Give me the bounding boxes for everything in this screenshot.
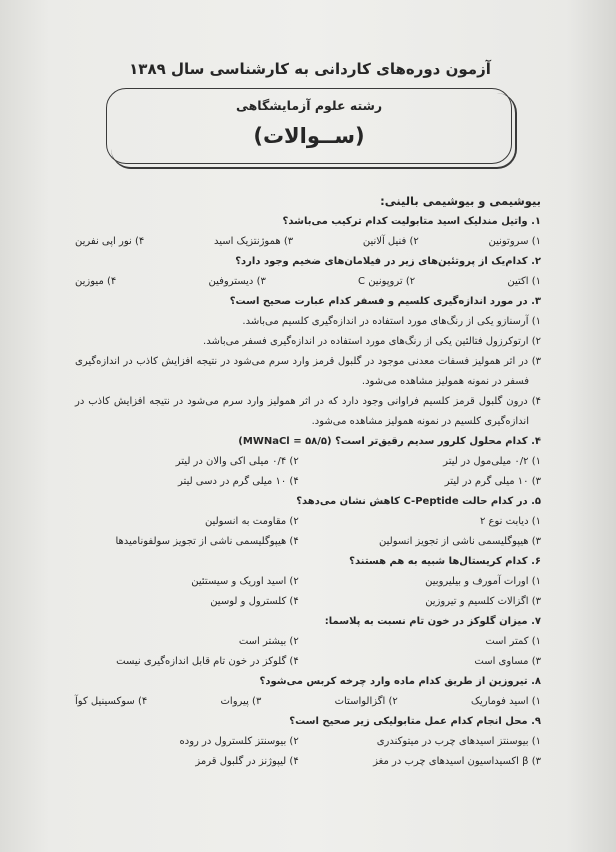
section-title: بیوشیمی و بیوشیمی بالینی: <box>380 194 541 208</box>
option: ۳) دیستروفین <box>208 276 266 287</box>
option: ۲) مقاومت به انسولین <box>204 516 299 527</box>
question-stem: ۳. در مورد اندازه‌گیری کلسیم و فسفر کدام عبارت صحیح است؟ <box>229 296 541 307</box>
question-2 <box>75 252 541 292</box>
options-row <box>75 272 541 292</box>
question-stem-text: ۴. کدام محلول کلرور سدیم رقیق‌تر است؟ <box>335 436 541 447</box>
option: ۳) هموژنتزیک اسید <box>213 236 294 247</box>
question-stem: ۹. محل انجام کدام عمل متابولیکی زیر صحیح است؟ <box>289 716 541 727</box>
options-grid <box>75 632 541 672</box>
option: ۳) β اکسیداسیون اسیدهای چرب در مغز <box>373 756 541 767</box>
option: ۱) بیوسنتز اسیدهای چرب در میتوکندری <box>376 736 541 747</box>
option: ۲) بیوسنتز کلسترول در روده <box>179 736 299 747</box>
header-frame <box>106 88 512 164</box>
options-grid <box>75 512 541 552</box>
options-list <box>75 312 541 432</box>
option: ۳) در اثر همولیز فسفات معدنی موجود در گلبول قرمز وارد سرم می‌شود در نتیجه افزایش کاذب در اندازه‌گیری فسفر در نمونه همولیز مشاهده می‌شود. <box>75 356 541 387</box>
question-3 <box>75 292 541 432</box>
exam-title: آزمون دوره‌های کاردانی به کارشناسی سال ۱۳۸۹ <box>129 60 491 78</box>
option: ۴) سوکسینیل کوآ <box>75 696 148 707</box>
exam-header <box>100 58 520 166</box>
option: ۱) ۰/۲ میلی‌مول در لیتر <box>443 456 541 467</box>
options-grid <box>75 572 541 612</box>
option: ۱) اورات آمورف و بیلیروبین <box>425 576 541 587</box>
option: ۳) پیروات <box>220 696 262 707</box>
options-row <box>75 692 541 712</box>
question-4 <box>75 432 541 492</box>
options-row <box>75 232 541 252</box>
option: ۱) سروتونین <box>488 236 541 247</box>
option: ۱) دیابت نوع ۲ <box>480 516 541 527</box>
question-stem: ۸. تیروزین از طریق کدام ماده وارد چرخه کربس می‌شود؟ <box>259 676 541 687</box>
exam-field: رشته علوم آزمایشگاهی <box>235 98 383 113</box>
option: ۳) مساوی است <box>474 656 541 667</box>
option: ۲) اسید اوریک و سیستئین <box>191 576 299 587</box>
option: ۲) ارتوکرزول فتالئین یکی از رنگ‌های مورد استفاده در اندازه‌گیری فسفر می‌باشد. <box>203 336 541 347</box>
question-stem: ۶. کدام کریستال‌ها شبیه به هم هستند؟ <box>349 556 541 567</box>
option: ۴) ۱۰ میلی گرم در دسی لیتر <box>178 476 299 487</box>
option: ۲) بیشتر است <box>238 636 299 647</box>
question-5 <box>75 492 541 552</box>
option: ۱) اکتین <box>507 276 541 287</box>
option: ۳) هیپوگلیسمی ناشی از تجویز انسولین <box>379 536 541 547</box>
question-stem: ۵. در کدام حالت C-Peptide کاهش نشان می‌دهد؟ <box>296 496 541 507</box>
option: ۴) نور اپی نفرین <box>75 236 145 247</box>
option: ۳) ۱۰ میلی گرم در لیتر <box>444 476 541 487</box>
option: ۲) تروپونین C <box>358 276 416 287</box>
option: ۴) گلوکز در خون تام قابل اندازه‌گیری نیست <box>116 656 299 667</box>
option: ۲) اگزالواستات <box>334 696 398 707</box>
option: ۴) کلسترول و لوسین <box>210 596 299 607</box>
option: ۴) میوزین <box>75 276 117 287</box>
option: ۴) لیپوژنز در گلبول قرمز <box>195 756 299 767</box>
option: ۴) هیپوگلیسمی ناشی از تجویز سولفونامیدها <box>115 536 299 547</box>
question-stem: ۱. واتیل مندلیک اسید متابولیت کدام ترکیب می‌باشد؟ <box>282 216 541 227</box>
option: ۲) فنیل آلانین <box>362 236 419 247</box>
exam-content <box>75 190 541 772</box>
question-9 <box>75 712 541 772</box>
options-grid <box>75 732 541 772</box>
molar-mass-note: (MWNaCl = ۵۸/۵) <box>238 436 332 447</box>
question-7 <box>75 612 541 672</box>
questions-label: (ســوالات) <box>253 124 365 148</box>
question-stem: ۷. میزان گلوکز در خون تام نسبت به پلاسما: <box>324 616 541 627</box>
option: ۳) اگزالات کلسیم و تیروزین <box>425 596 541 607</box>
option: ۴) درون گلبول قرمز کلسیم فراوانی وجود دارد که در اثر همولیز وارد سرم می‌شود در نتیجه افزایش کاذب در اندازه‌گیری کلسیم در نمونه همولیز مشاهده می‌شود. <box>75 396 541 427</box>
question-stem: ۲. کدام‌یک از پروتئین‌های زیر در فیلامان‌های ضخیم وجود دارد؟ <box>235 256 541 267</box>
option: ۲) ۰/۴ میلی اکی والان در لیتر <box>175 456 299 467</box>
question-8 <box>75 672 541 712</box>
options-grid <box>75 452 541 492</box>
question-6 <box>75 552 541 612</box>
option: ۱) آرسنازو یکی از رنگ‌های مورد استفاده در اندازه‌گیری کلسیم می‌باشد. <box>242 316 541 327</box>
option: ۱) اسید فوماریک <box>471 696 541 707</box>
question-stem <box>75 432 541 452</box>
question-1 <box>75 212 541 252</box>
option: ۱) کمتر است <box>485 636 541 647</box>
